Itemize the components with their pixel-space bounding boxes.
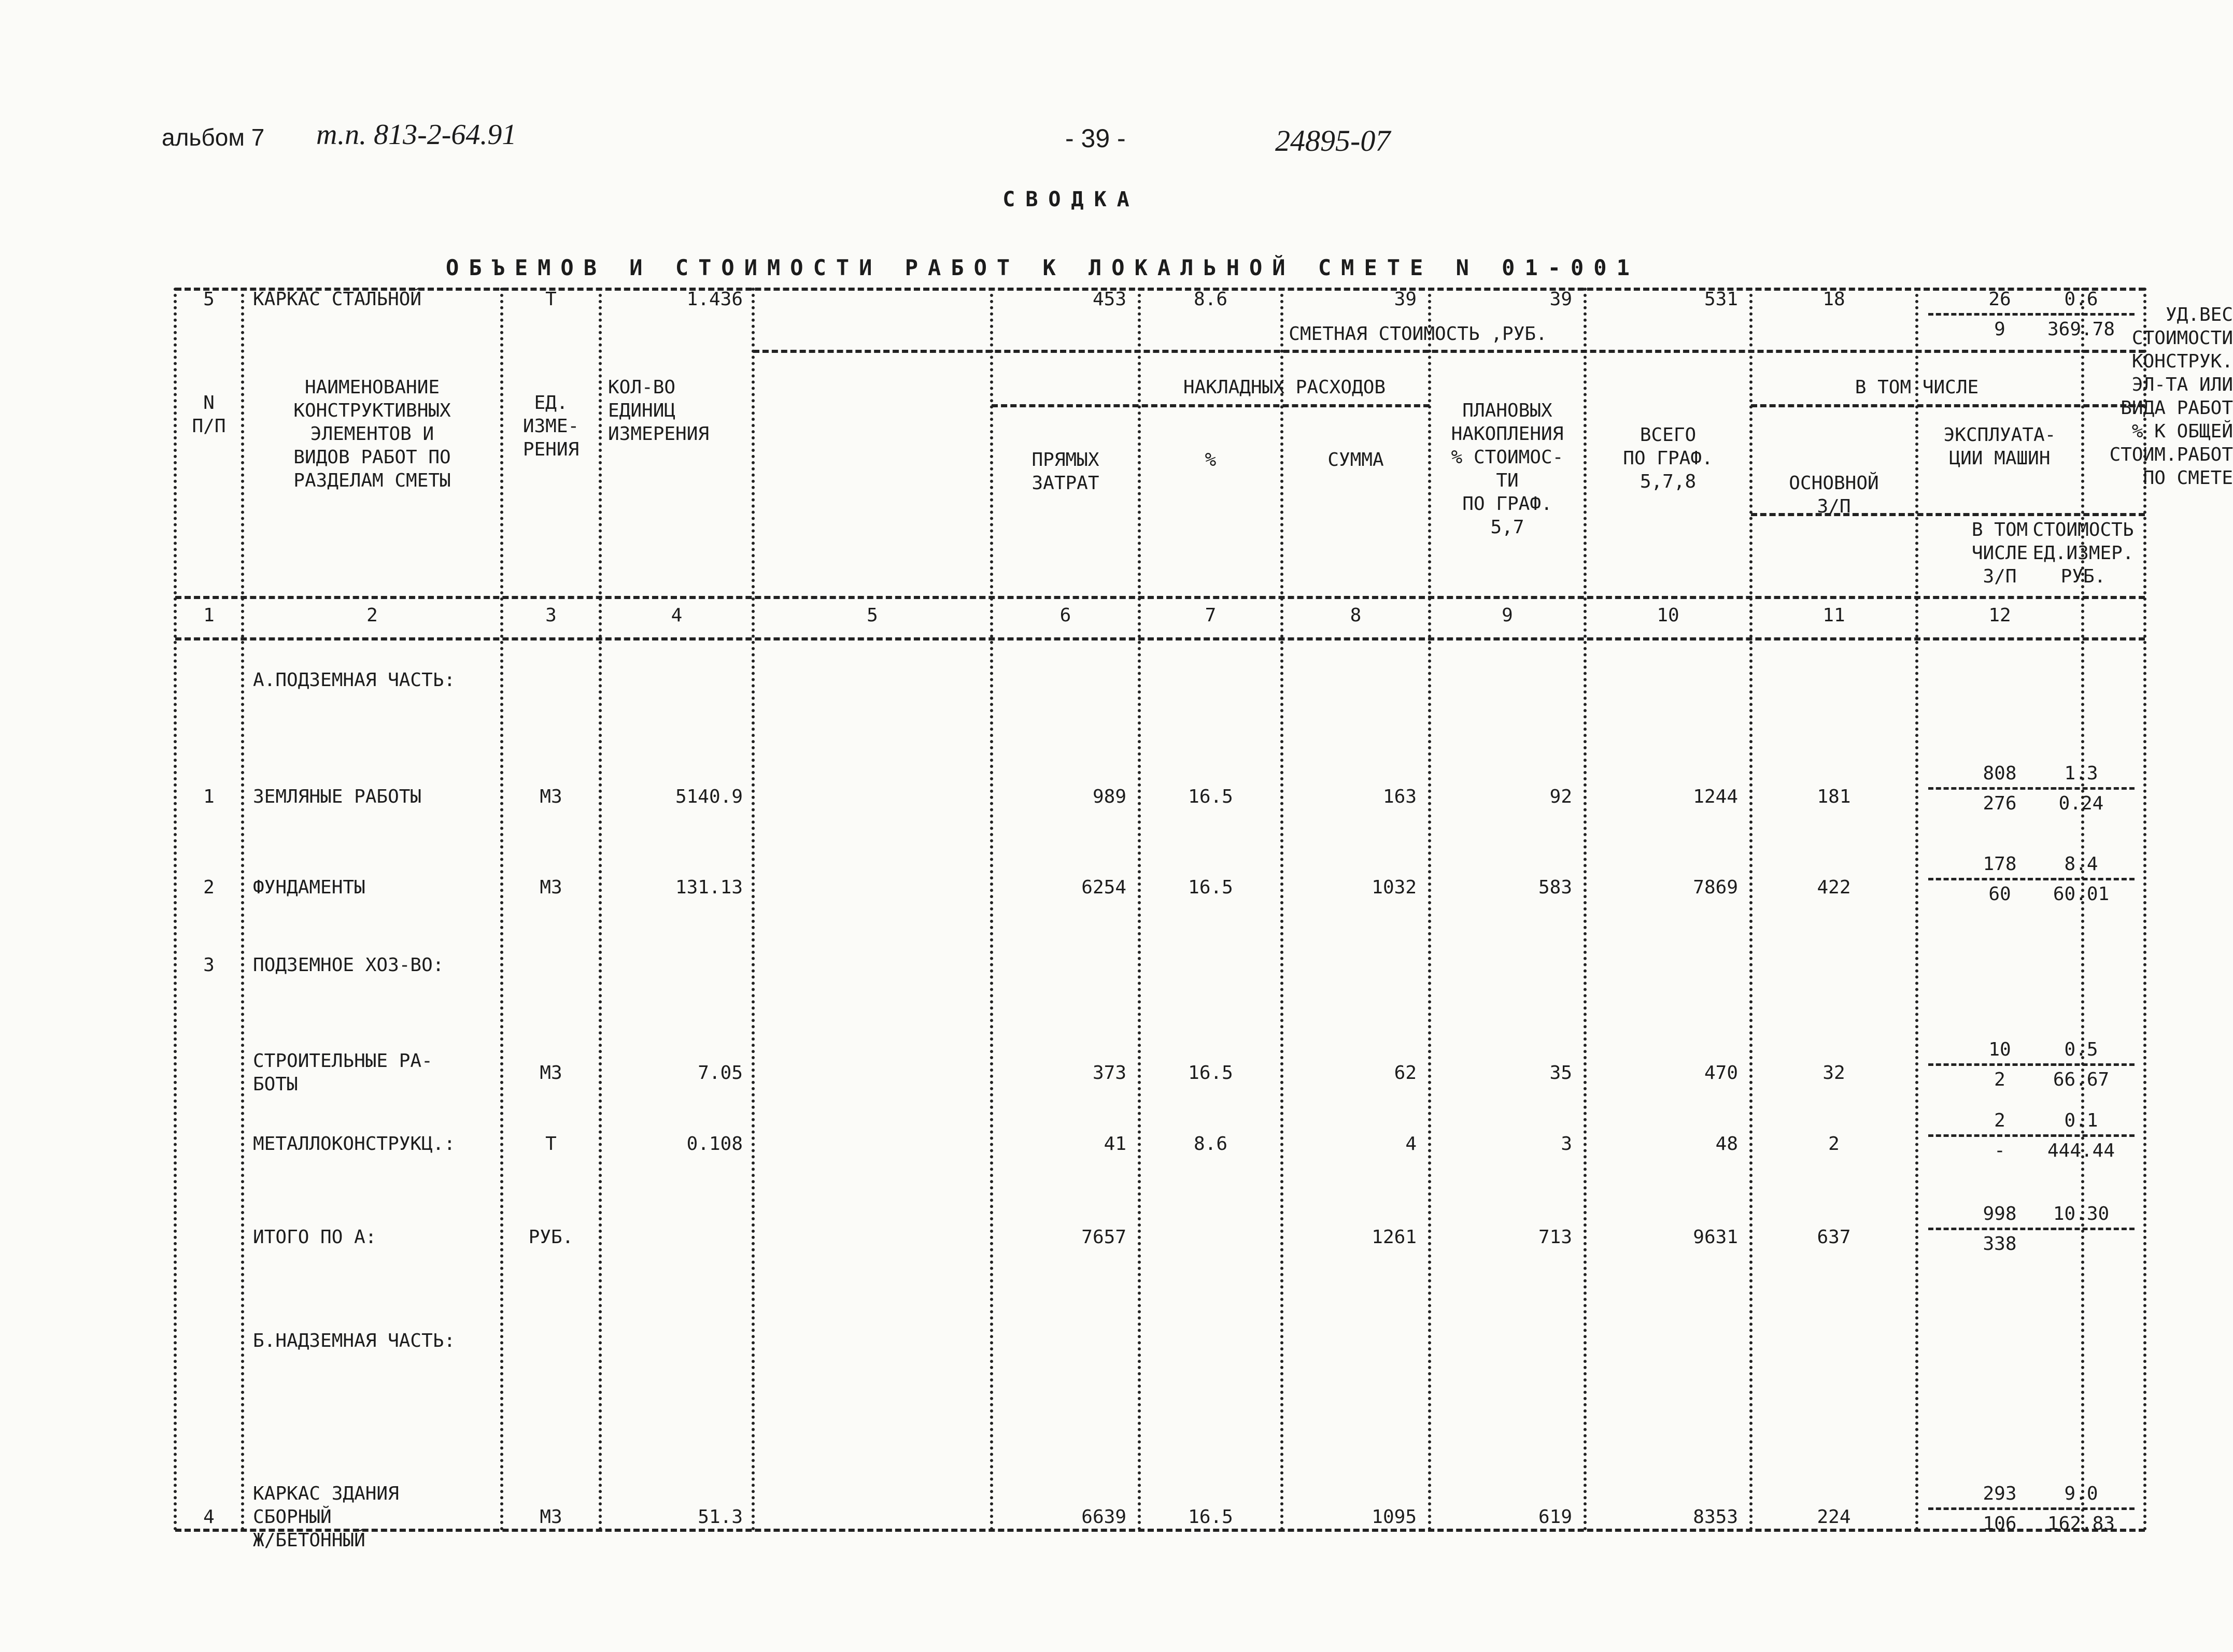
header-including: В ТОМ ЧИСЛЕ xyxy=(1855,377,1979,398)
row-separator xyxy=(753,350,2145,353)
column-number: 3 xyxy=(545,605,557,626)
header-overhead: НАКЛАДНЫХ РАСХОДОВ xyxy=(1183,377,1386,398)
row-overhead-pct: 16.5 xyxy=(1188,877,1233,898)
document-title: СВОДКА xyxy=(1002,188,1140,211)
row-direct: 7657 xyxy=(1081,1227,1126,1248)
row-wage: 422 xyxy=(1817,877,1851,898)
header-pct: % xyxy=(1205,449,1217,471)
summary-table xyxy=(175,288,2233,1551)
header-n: N П/П xyxy=(192,392,226,437)
column-number: 1 xyxy=(203,605,215,626)
row-separator xyxy=(175,637,2145,640)
row-name: КАРКАС ЗДАНИЯ СБОРНЫЙ Ж/БЕТОННЫЙ xyxy=(253,1483,399,1551)
row-unit: РУБ. xyxy=(528,1227,574,1248)
row-total: 9631 xyxy=(1693,1227,1738,1248)
row-total: 8353 xyxy=(1693,1506,1738,1528)
column-number: 10 xyxy=(1657,605,1679,626)
registration-number: 24895-07 xyxy=(1275,124,1391,158)
machine-cost-fraction: 10 2 xyxy=(1922,1038,2077,1091)
row-overhead-pct: 16.5 xyxy=(1188,1506,1233,1528)
column-number: 5 xyxy=(867,605,878,626)
column-number: 8 xyxy=(1350,605,1362,626)
header-sum: СУММА xyxy=(1327,449,1384,471)
row-wage: 18 xyxy=(1822,289,1845,310)
share-fraction: 1.3 0.24 xyxy=(2022,762,2141,815)
header-share: УД.ВЕС СТОИМОСТИ КОНСТРУК. ЭЛ-ТА ИЛИ ВИДА РАБОТ % К ОБЩЕЙ СТОИМ.РАБОТ ПО СМЕТЕ xyxy=(2109,304,2233,489)
header-qty: КОЛ-ВО ЕДИНИЦ ИЗМЕРЕНИЯ xyxy=(608,377,710,445)
row-total: 470 xyxy=(1704,1062,1738,1084)
document-subtitle: ОБЪЕМОВ И СТОИМОСТИ РАБОТ К ЛОКАЛЬНОЙ СМЕТЕ N 01-001 xyxy=(446,255,1640,280)
machine-cost-fraction: 808 276 xyxy=(1922,762,2077,815)
row-unit: Т xyxy=(545,289,557,310)
row-overhead-sum: 4 xyxy=(1405,1133,1417,1155)
row-qty: 5140.9 xyxy=(675,786,743,807)
share-fraction: 0.5 66.67 xyxy=(2022,1038,2141,1091)
project-code: т.п. 813-2-64.91 xyxy=(316,119,517,151)
column-separator xyxy=(752,288,755,1531)
header-unit-cost: СТОИМОСТЬ ЕД.ИЗМЕР. РУБ. xyxy=(2032,519,2134,587)
row-plan: 619 xyxy=(1538,1506,1572,1528)
row-unit: М3 xyxy=(540,1062,562,1084)
column-number: 6 xyxy=(1059,605,1071,626)
row-name: ЗЕМЛЯНЫЕ РАБОТЫ xyxy=(253,786,422,807)
row-unit: М3 xyxy=(540,1506,562,1528)
row-plan: 3 xyxy=(1561,1133,1572,1155)
row-name: ФУНДАМЕНТЫ xyxy=(253,877,365,898)
row-name: ПОДЗЕМНОЕ ХОЗ-ВО: xyxy=(253,955,444,976)
column-number: 9 xyxy=(1502,605,1513,626)
row-name: МЕТАЛЛОКОНСТРУКЦ.: xyxy=(253,1133,456,1155)
share-fraction: 8.4 60.01 xyxy=(2022,852,2141,906)
row-direct: 453 xyxy=(1092,289,1126,310)
header-mach: ЭКСПЛУАТА- ЦИИ МАШИН xyxy=(1943,424,2056,469)
column-separator xyxy=(174,288,177,1531)
header-plan: ПЛАНОВЫХ НАКОПЛЕНИЯ % СТОИМОС- ТИ ПО ГРАФ. 5,7 xyxy=(1451,400,1564,538)
share-fraction: 9.0 162.83 xyxy=(2022,1482,2141,1535)
row-qty: 0.108 xyxy=(686,1133,743,1155)
header-unit: ЕД. ИЗМЕ- РЕНИЯ xyxy=(522,392,580,460)
column-number: 7 xyxy=(1205,605,1217,626)
column-number: 2 xyxy=(366,605,378,626)
row-overhead-sum: 62 xyxy=(1394,1062,1417,1084)
row-qty: 51.3 xyxy=(698,1506,743,1528)
page-number: - 39 - xyxy=(1065,124,1126,153)
header-estimate: СМЕТНАЯ СТОИМОСТЬ ,РУБ. xyxy=(1289,323,1547,345)
row-name: СТРОИТЕЛЬНЫЕ РА- БОТЫ xyxy=(253,1050,433,1095)
header-total: ВСЕГО ПО ГРАФ. 5,7,8 xyxy=(1623,424,1713,492)
album-label: альбом 7 xyxy=(162,124,265,151)
machine-cost-fraction: 293 106 xyxy=(1922,1482,2077,1535)
column-number: 12 xyxy=(1988,605,2011,626)
row-plan: 92 xyxy=(1549,786,1572,807)
row-total: 1244 xyxy=(1693,786,1738,807)
row-qty: 7.05 xyxy=(698,1062,743,1084)
row-separator xyxy=(992,404,1430,407)
row-overhead-sum: 39 xyxy=(1394,289,1417,310)
header-wage: ОСНОВНОЙ З/П xyxy=(1789,473,1879,517)
row-overhead-sum: 1095 xyxy=(1372,1506,1417,1528)
row-qty: 131.13 xyxy=(675,877,743,898)
row-direct: 373 xyxy=(1092,1062,1126,1084)
row-overhead-sum: 1261 xyxy=(1372,1227,1417,1248)
row-overhead-pct: 8.6 xyxy=(1193,1133,1228,1155)
share-fraction: 0.6 369.78 xyxy=(2022,288,2141,341)
column-number: 4 xyxy=(671,605,683,626)
column-number: 11 xyxy=(1822,605,1845,626)
row-name: А.ПОДЗЕМНАЯ ЧАСТЬ: xyxy=(253,670,456,691)
row-number: 4 xyxy=(203,1506,215,1528)
machine-cost-fraction: 178 60 xyxy=(1922,852,2077,906)
row-wage: 224 xyxy=(1817,1506,1851,1528)
row-direct: 6254 xyxy=(1081,877,1126,898)
row-number: 3 xyxy=(203,955,215,976)
machine-cost-fraction: 2 - xyxy=(1922,1109,2077,1162)
machine-cost-fraction: 998 338 xyxy=(1922,1202,2077,1256)
row-overhead-sum: 1032 xyxy=(1372,877,1417,898)
row-number: 2 xyxy=(203,877,215,898)
share-fraction: 10.30 xyxy=(2022,1202,2141,1256)
row-overhead-pct: 16.5 xyxy=(1188,786,1233,807)
row-unit: М3 xyxy=(540,786,562,807)
row-separator xyxy=(175,596,2145,599)
share-fraction: 0.1 444.44 xyxy=(2022,1109,2141,1162)
row-plan: 583 xyxy=(1538,877,1572,898)
row-overhead-sum: 163 xyxy=(1382,786,1417,807)
row-number: 5 xyxy=(203,289,215,310)
row-unit: М3 xyxy=(540,877,562,898)
row-direct: 41 xyxy=(1104,1133,1126,1155)
column-separator xyxy=(599,288,602,1531)
row-name: КАРКАС СТАЛЬНОЙ xyxy=(253,289,422,310)
row-unit: Т xyxy=(545,1133,557,1155)
header-mach-wage: В ТОМ ЧИСЛЕ З/П xyxy=(1971,519,2028,587)
row-direct: 989 xyxy=(1092,786,1126,807)
row-wage: 181 xyxy=(1817,786,1851,807)
row-total: 7869 xyxy=(1693,877,1738,898)
row-total: 531 xyxy=(1704,289,1738,310)
row-plan: 35 xyxy=(1549,1062,1572,1084)
row-wage: 32 xyxy=(1822,1062,1845,1084)
column-separator xyxy=(1280,288,1283,1531)
row-overhead-pct: 16.5 xyxy=(1188,1062,1233,1084)
machine-cost-fraction: 26 9 xyxy=(1922,288,2077,341)
row-number: 1 xyxy=(203,786,215,807)
row-plan: 39 xyxy=(1549,289,1572,310)
row-plan: 713 xyxy=(1538,1227,1572,1248)
row-qty: 1.436 xyxy=(686,289,743,310)
row-wage: 2 xyxy=(1828,1133,1840,1155)
header-direct: ПРЯМЫХ ЗАТРАТ xyxy=(1031,449,1099,494)
row-wage: 637 xyxy=(1817,1227,1851,1248)
header-name: НАИМЕНОВАНИЕ КОНСТРУКТИВНЫХ ЭЛЕМЕНТОВ И ВИДОВ РАБОТ ПО РАЗДЕЛАМ СМЕТЫ xyxy=(293,377,451,491)
row-direct: 6639 xyxy=(1081,1506,1126,1528)
row-overhead-pct: 8.6 xyxy=(1193,289,1228,310)
row-name: Б.НАДЗЕМНАЯ ЧАСТЬ: xyxy=(253,1330,456,1351)
row-total: 48 xyxy=(1715,1133,1738,1155)
row-name: ИТОГО ПО А: xyxy=(253,1227,377,1248)
